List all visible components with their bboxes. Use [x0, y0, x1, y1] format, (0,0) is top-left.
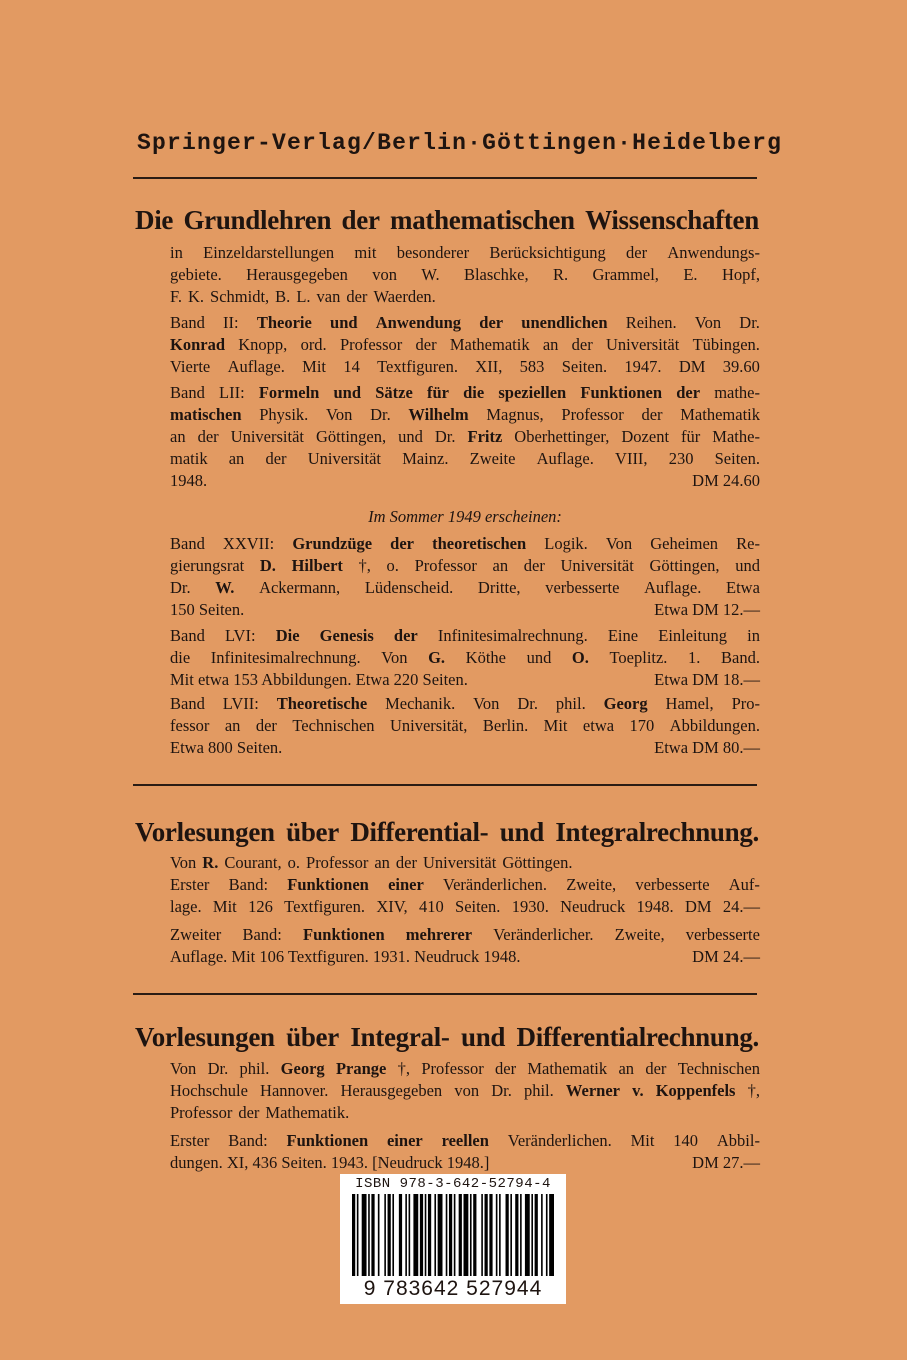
- barcode-bar: [473, 1194, 476, 1276]
- barcode-bar: [352, 1194, 355, 1276]
- barcode-bar: [481, 1194, 483, 1276]
- series3-entries: Von Dr. phil. Georg Prange †, Professor der Mathematik an der Technischen Hochschule Hannover. Herausgegeben von Dr. phil. Werner v. Koppenfels †, Professor der Mathematik. Erster Band: Funktionen einer reellen Veränderlichen. Mit 140 Abbil- dungen. XI, 436 Seiten. 1943. [Neudruck 1948.] DM 27.—: [170, 1059, 760, 1172]
- price: Etwa DM 12.—: [654, 600, 760, 619]
- barcode-bar: [531, 1194, 533, 1276]
- barcode-bar: [454, 1194, 456, 1276]
- isbn-barcode: [340, 1174, 566, 1304]
- isbn-digits: 9 783642 527944: [363, 1277, 543, 1300]
- entry-band-52: Band LII: Formeln und Sätze für die speziellen Funktionen der mathe- matischen Physik. Von Dr. Wilhelm Magnus, Professor der Mathematik an der Universität Göttingen, und Dr. Fritz Oberhettinger, Dozent für Mathe- matik an der Universität Mainz. Zweite Auflage. VIII, 230 Seiten. 1948. DM 24.60: [170, 383, 760, 490]
- city-heidelberg: Heidelberg: [632, 130, 783, 156]
- barcode-bar: [510, 1194, 512, 1276]
- barcode-bar: [489, 1194, 492, 1276]
- barcode-bar: [371, 1194, 374, 1276]
- barcode-bar: [485, 1194, 488, 1276]
- barcode-bar: [464, 1194, 469, 1276]
- series-title-prange: Vorlesungen über Integral- und Differentialrechnung.: [135, 1022, 759, 1052]
- barcode-bar: [434, 1194, 436, 1276]
- barcode-bar: [420, 1194, 423, 1276]
- barcode-bar: [413, 1194, 418, 1276]
- price: DM 27.—: [692, 1153, 760, 1172]
- forthcoming-heading: Im Sommer 1949 erscheinen:: [368, 507, 562, 526]
- barcode-bar: [446, 1194, 448, 1276]
- barcode-bar: [357, 1194, 359, 1276]
- city-goettingen: Göttingen: [482, 130, 618, 156]
- barcode-bar: [425, 1194, 427, 1276]
- barcode-bar: [438, 1194, 443, 1276]
- barcode-bar: [535, 1194, 538, 1276]
- barcode-bar: [399, 1194, 402, 1276]
- series-title-grundlehren: Die Grundlehren der mathematischen Wissenschaften: [135, 205, 759, 235]
- entry-band-2: Band II: Theorie und Anwendung der unendlichen Reihen. Von Dr. Konrad Knopp, ord. Professor der Mathematik an der Universität Tübingen. Vierte Auflage. Mit 14 Textfiguren. XII, 583 Seiten. 1947. DM 39.60: [170, 313, 760, 376]
- entry-band-57: Band LVII: Theoretische Mechanik. Von Dr. phil. Georg Hamel, Pro- fessor an der Technischen Universität, Berlin. Mit etwa 170 Abbildungen. Etwa 800 Seiten. Etwa DM 80.—: [170, 694, 760, 757]
- entry-band-56: Band LVI: Die Genesis der Infinitesimalrechnung. Eine Einleitung in die Infinitesimalrechnung. Von G. Köthe und O. Toeplitz. 1. Band. Mit etwa 153 Abbildungen. Etwa 220 Seiten. Etwa DM 18.—: [170, 626, 760, 689]
- series2-entries: Von R. Courant, o. Professor an der Universität Göttingen. Erster Band: Funktionen einer Veränderlichen. Zweite, verbesserte Auf- lage. Mit 126 Textfiguren. XIV, 410 Seiten. 1930. Neudruck 1948. DM 24.— Zweiter Band: Funktionen mehrerer Veränderlicher. Zweite, verbesserte Auflage. Mit 106 Textfiguren. 1931. Neudruck 1948. DM 24.—: [170, 853, 760, 966]
- barcode-bar: [496, 1194, 498, 1276]
- series-title-courant: Vorlesungen über Differential- und Integralrechnung.: [135, 817, 759, 847]
- barcode-bars: [352, 1194, 554, 1276]
- publisher-line: Springer-Verlag / Berlin · Göttingen · Heidelberg: [137, 130, 783, 156]
- price: Etwa DM 80.—: [654, 738, 760, 757]
- divider: [133, 993, 757, 995]
- publisher-name: Springer-Verlag: [137, 130, 363, 156]
- price: Etwa DM 18.—: [654, 670, 760, 689]
- isbn-label: ISBN 978-3-642-52794-4: [355, 1176, 551, 1192]
- barcode-bar: [515, 1194, 518, 1276]
- barcode-bar: [459, 1194, 462, 1276]
- barcode-bar: [525, 1194, 530, 1276]
- barcode-bar: [368, 1194, 370, 1276]
- barcode-bar: [378, 1194, 380, 1276]
- barcode-bar: [384, 1194, 386, 1276]
- entry-band-27: Band XXVII: Grundzüge der theoretischen Logik. Von Geheimen Re- gierungsrat D. Hilbert †, o. Professor an der Universität Göttingen, und Dr. W. Ackermann, Lüdenscheid. Dritte, verbesserte Auflage. Etwa 150 Seiten. Etwa DM 12.—: [170, 534, 760, 619]
- price: DM 24.—: [692, 947, 760, 966]
- series1-intro: in Einzeldarstellungen mit besonderer Berücksichtigung der Anwendungs- gebiete. Herausgegeben von W. Blaschke, R. Grammel, E. Hopf, F. K. Schmidt, B. L. van der Waerden.: [170, 243, 760, 306]
- barcode-bar: [506, 1194, 509, 1276]
- barcode-bar: [388, 1194, 391, 1276]
- divider: [133, 177, 757, 179]
- barcode-bar: [449, 1194, 452, 1276]
- barcode-bar: [549, 1194, 554, 1276]
- barcode-bar: [405, 1194, 407, 1276]
- divider: [133, 784, 757, 786]
- barcode-bar: [520, 1194, 522, 1276]
- barcode-bar: [546, 1194, 548, 1276]
- barcode-bar: [362, 1194, 367, 1276]
- price: DM 24.60: [692, 471, 760, 490]
- barcode-bar: [428, 1194, 431, 1276]
- barcode-bar: [392, 1194, 394, 1276]
- barcode-bar: [409, 1194, 411, 1276]
- barcode-bar: [499, 1194, 501, 1276]
- barcode-bar: [470, 1194, 472, 1276]
- city-berlin: Berlin: [377, 130, 468, 156]
- barcode-bar: [541, 1194, 543, 1276]
